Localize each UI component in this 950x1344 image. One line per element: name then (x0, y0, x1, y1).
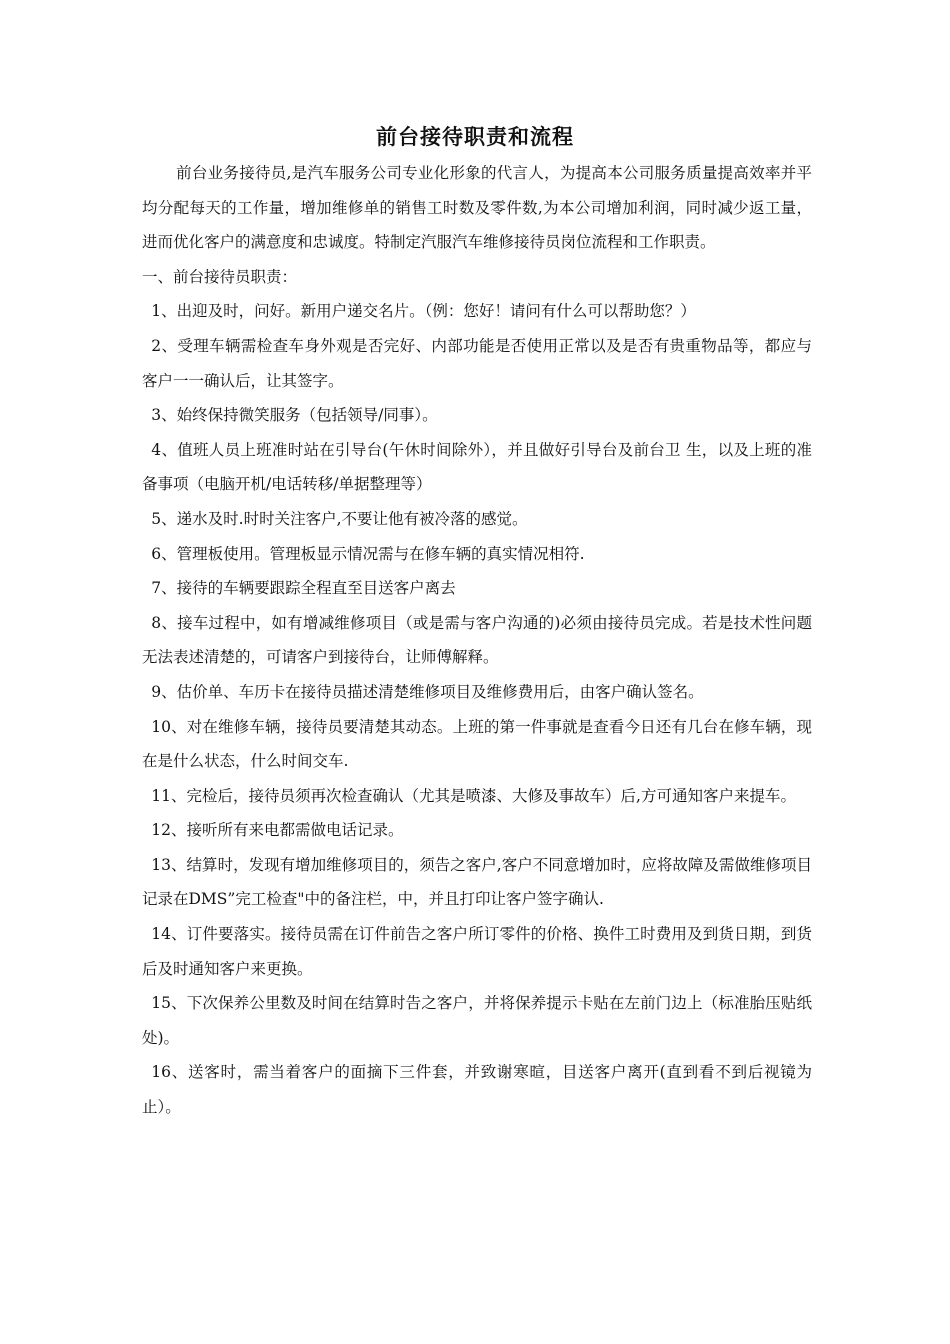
duty-item: 5、递水及时.时时关注客户,不要让他有被冷落的感觉。 (151, 509, 528, 528)
duty-item: 13、结算时，发现有增加维修项目的，须告之客户,客户不同意增加时，应将故障及需做维修项目记录在DMS”完工检查"中的备注栏，中，并且打印让客户签字确认. (142, 855, 812, 909)
duty-item: 12、接听所有来电都需做电话记录。 (151, 821, 404, 840)
duty-item: 6、管理板使用。管理板显示情况需与在修车辆的真实情况相符. (151, 544, 585, 563)
duty-item: 15、下次保养公里数及时间在结算时告之客户，并将保养提示卡贴在左前门边上（标准胎压贴纸处)。 (142, 994, 812, 1047)
document-body (142, 156, 812, 1125)
duty-item: 9、估价单、车历卡在接待员描述清楚维修项目及维修费用后，由客户确认签名。 (151, 682, 704, 701)
duty-item: 4、值班人员上班准时站在引导台(午休时间除外），并且做好引导台及前台卫 生，以及上班的准备事项（电脑开机/电话转移/单据整理等） (142, 440, 812, 494)
document-title: 前台接待职责和流程 (376, 124, 574, 149)
section-heading: 一、前台接待员职责： (142, 267, 298, 286)
duty-item: 3、始终保持微笑服务（包括领导/同事）。 (151, 406, 438, 425)
duty-item: 11、完检后，接待员须再次检查确认（尤其是喷漆、大修及事故车）后,方可通知客户来提车。 (151, 786, 796, 805)
duty-item: 7、接待的车辆要跟踪全程直至目送客户离去 (151, 579, 456, 598)
duty-item: 1、出迎及时，问好。新用户递交名片。（例：您好！请问有什么可以帮助您？） (151, 302, 696, 321)
duty-item: 10、对在维修车辆，接待员要清楚其动态。上班的第一件事就是查看今日还有几台在修车辆，现在是什么状态，什么时间交车. (142, 717, 812, 771)
duty-item: 2、受理车辆需检查车身外观是否完好、内部功能是否使用正常以及是否有贵重物品等，都应与客户一一确认后，让其签字。 (142, 336, 812, 390)
duty-item: 14、订件要落实。接待员需在订件前告之客户所订零件的价格、换件工时费用及到货日期，到货后及时通知客户来更换。 (142, 925, 812, 978)
intro-paragraph: 前台业务接待员,是汽车服务公司专业化形象的代言人，为提高本公司服务质量提高效率并平均分配每天的工作量，增加维修单的销售工时数及零件数,为本公司增加利润，同时减少返工量，进而优化客户的满意度和忠诚度。特制定汽服汽车维修接待员岗位流程和工作职责。 (142, 164, 812, 252)
duty-item: 8、接车过程中，如有增减维修项目（或是需与客户沟通的)必须由接待员完成。若是技术性问题无法表述清楚的，可请客户到接待台，让师傅解释。 (142, 613, 812, 667)
duty-item: 16、送客时，需当着客户的面摘下三件套，并致谢寒暄，目送客户离开(直到看不到后视镜为止）。 (142, 1063, 812, 1117)
